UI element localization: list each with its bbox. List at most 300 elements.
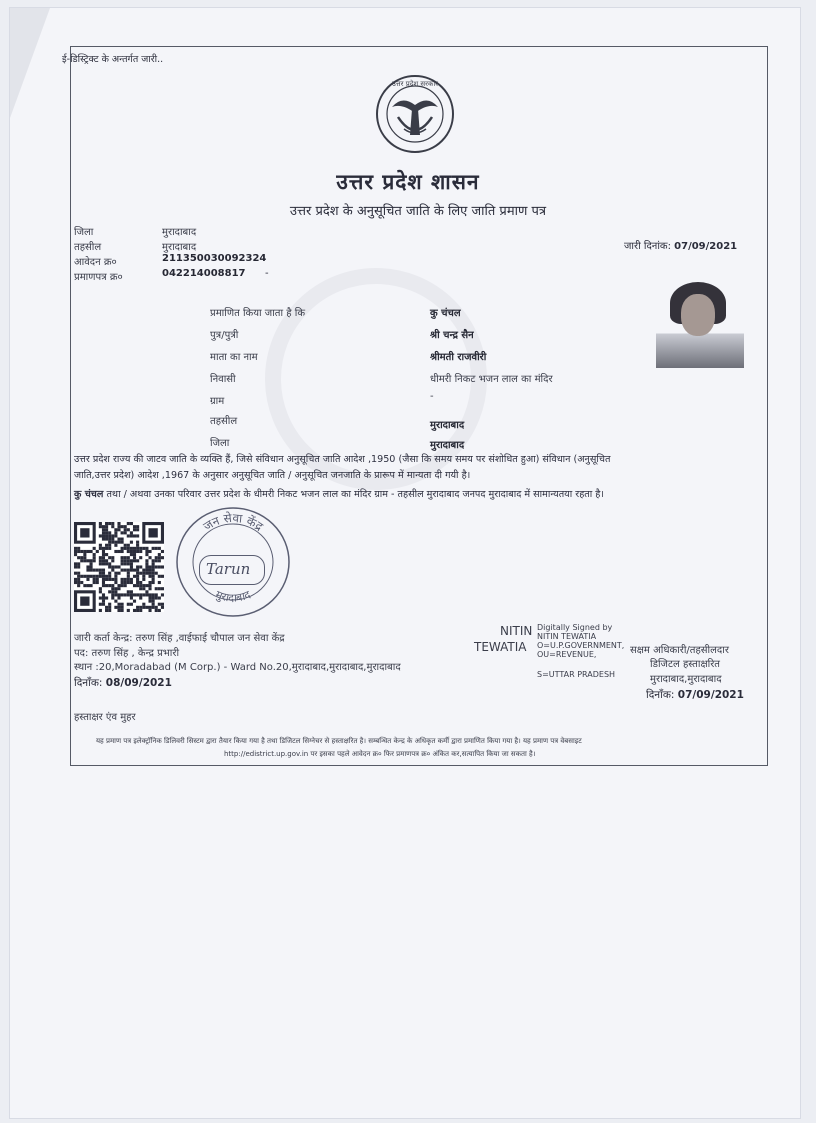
emblem-text: उत्तर प्रदेश सरकार [391, 80, 439, 88]
qr-module [121, 584, 124, 587]
qr-module [139, 572, 142, 575]
qr-module [136, 541, 139, 544]
qr-module [155, 559, 158, 562]
qr-module [152, 603, 155, 606]
qr-module [142, 606, 145, 609]
qr-module [139, 581, 142, 584]
qr-module [117, 603, 120, 606]
dsig-name-line2: TEWATIA [474, 640, 527, 654]
dsig-line: NITIN TEWATIA [537, 632, 597, 641]
qr-module [90, 575, 93, 578]
qr-module [99, 590, 102, 593]
qr-module [130, 531, 133, 534]
qr-module [158, 596, 161, 599]
qr-module [108, 534, 111, 537]
qr-module [77, 581, 80, 584]
qr-module [155, 609, 158, 612]
issue-date [624, 238, 737, 252]
qr-module [133, 569, 136, 572]
qr-module [111, 541, 114, 544]
photo-face [681, 294, 715, 336]
qr-module [139, 587, 142, 590]
qr-module [86, 565, 89, 568]
qr-module [90, 569, 93, 572]
qr-module [127, 575, 130, 578]
qr-module [152, 575, 155, 578]
qr-module [102, 559, 105, 562]
qr-module [83, 575, 86, 578]
qr-module [139, 565, 142, 568]
qr-module [80, 559, 83, 562]
qr-module [124, 525, 127, 528]
qr-module [136, 581, 139, 584]
qr-module [114, 565, 117, 568]
qr-module [139, 584, 142, 587]
qr-module [161, 565, 164, 568]
qr-module [114, 593, 117, 596]
qr-module [74, 578, 77, 581]
qr-module [127, 547, 130, 550]
qr-module [130, 522, 133, 525]
qr-module [74, 565, 77, 568]
qr-module [99, 544, 102, 547]
issuer-center: जारी कर्ता केन्द्र: तरुण सिंह ,वाईफाई चौपाल जन सेवा केंद्र [74, 633, 285, 644]
qr-module [136, 525, 139, 528]
detail-value-district: मुरादाबाद [430, 440, 465, 451]
qr-module [158, 609, 161, 612]
qr-module [74, 562, 77, 565]
qr-module [127, 562, 130, 565]
qr-module [83, 553, 86, 556]
application-value: 211350030092324 [162, 253, 267, 264]
qr-module [136, 550, 139, 553]
qr-finder [148, 528, 157, 537]
qr-module [127, 544, 130, 547]
qr-module [105, 606, 108, 609]
qr-module [108, 562, 111, 565]
qr-module [114, 541, 117, 544]
dsig-line: O=U.P.GOVERNMENT, [537, 641, 625, 650]
qr-module [139, 593, 142, 596]
qr-module [136, 578, 139, 581]
qr-module [161, 606, 164, 609]
qr-module [86, 575, 89, 578]
qr-module [158, 556, 161, 559]
qr-module [152, 569, 155, 572]
qr-module [158, 581, 161, 584]
qr-module [105, 525, 108, 528]
qr-module [111, 584, 114, 587]
qr-module [117, 522, 120, 525]
qr-module [108, 584, 111, 587]
qr-module [139, 550, 142, 553]
qr-module [114, 531, 117, 534]
qr-module [152, 600, 155, 603]
qr-module [86, 569, 89, 572]
detail-value-residence: धीमरी निकट भजन लाल का मंदिर [430, 374, 553, 385]
qr-module [108, 522, 111, 525]
qr-module [117, 550, 120, 553]
stamp-top-text: जन सेवा केंद्र [200, 510, 266, 534]
dsig-line: OU=REVENUE, [537, 650, 597, 659]
handwritten-signature: Tarun [206, 560, 251, 578]
qr-module [105, 522, 108, 525]
qr-module [142, 603, 145, 606]
qr-module [130, 541, 133, 544]
qr-module [114, 587, 117, 590]
dsig-state: S=UTTAR PRADESH [537, 670, 616, 679]
detail-value-name: कु चंचल [430, 308, 461, 319]
qr-module [148, 565, 151, 568]
qr-module [130, 593, 133, 596]
qr-module [158, 603, 161, 606]
qr-module [155, 565, 158, 568]
qr-module [133, 553, 136, 556]
qr-module [111, 522, 114, 525]
qr-module [152, 581, 155, 584]
issue-date-value: 07/09/2021 [674, 241, 738, 252]
qr-module [142, 569, 145, 572]
folded-corner [10, 8, 50, 118]
qr-module [142, 547, 145, 550]
qr-module [121, 556, 124, 559]
qr-module [114, 534, 117, 537]
qr-module [145, 606, 148, 609]
qr-module [80, 556, 83, 559]
qr-module [83, 559, 86, 562]
qr-module [102, 575, 105, 578]
qr-module [136, 565, 139, 568]
qr-module [133, 528, 136, 531]
qr-module [74, 572, 77, 575]
qr-module [105, 584, 108, 587]
qr-module [148, 606, 151, 609]
qr-module [152, 578, 155, 581]
qr-module [77, 575, 80, 578]
authority-date [646, 688, 744, 702]
qr-module [158, 559, 161, 562]
qr-module [148, 584, 151, 587]
qr-module [117, 606, 120, 609]
qr-module [130, 559, 133, 562]
qr-module [155, 593, 158, 596]
qr-module [148, 593, 151, 596]
qr-module [136, 534, 139, 537]
authority-date-label: दिनाँक: [646, 689, 675, 701]
issuer-place: स्थान :20,Moradabad (M Corp.) - Ward No.20,मुरादाबाद,मुरादाबाद,मुरादाबाद [74, 662, 401, 673]
svg-text:मुरादाबाद [214, 588, 253, 605]
qr-module [145, 559, 148, 562]
qr-module [99, 587, 102, 590]
qr-module [102, 553, 105, 556]
qr-module [133, 575, 136, 578]
qr-module [93, 553, 96, 556]
qr-finder [80, 596, 89, 605]
qr-module [105, 596, 108, 599]
qr-module [117, 538, 120, 541]
qr-module [96, 581, 99, 584]
qr-module [127, 593, 130, 596]
qr-module [121, 581, 124, 584]
stamp-bottom-text: मुरादाबाद [213, 588, 253, 605]
qr-finder [80, 528, 89, 537]
qr-module [139, 606, 142, 609]
applicant-photo [656, 282, 744, 368]
qr-module [161, 550, 164, 553]
qr-module [114, 544, 117, 547]
qr-module [108, 590, 111, 593]
qr-module [127, 550, 130, 553]
qr-module [121, 606, 124, 609]
qr-module [121, 562, 124, 565]
qr-module [111, 559, 114, 562]
qr-module [80, 575, 83, 578]
svg-text:जन सेवा केंद्र [201, 511, 266, 534]
qr-module [93, 578, 96, 581]
dsig-name-line1: NITIN [500, 624, 533, 638]
qr-module [161, 587, 164, 590]
certificate-text-line1: उत्तर प्रदेश राज्य की जाटव जाति के व्यक्ति हैं, जिसे संविधान अनुसूचित जाति आदेश ,1950 (जैसा कि समय समय पर संशोधित हुआ) संविधान (अनुसूचित [74, 454, 611, 465]
dsig-details [537, 623, 624, 659]
qr-module [114, 581, 117, 584]
qr-module [102, 562, 105, 565]
qr-module [105, 578, 108, 581]
qr-module [108, 538, 111, 541]
application-label: आवेदन क्र० [74, 257, 117, 268]
qr-module [148, 609, 151, 612]
qr-module [152, 572, 155, 575]
qr-module [117, 587, 120, 590]
qr-module [121, 603, 124, 606]
qr-module [124, 581, 127, 584]
qr-module [77, 562, 80, 565]
qr-module [99, 562, 102, 565]
district-label: जिला [74, 227, 94, 238]
qr-module [145, 569, 148, 572]
qr-module [158, 553, 161, 556]
qr-module [142, 587, 145, 590]
qr-module [161, 603, 164, 606]
qr-module [90, 550, 93, 553]
detail-value-father: श्री चन्द्र सैन [430, 330, 474, 341]
qr-module [99, 609, 102, 612]
qr-module [121, 578, 124, 581]
qr-module [124, 531, 127, 534]
certificate-label: प्रमाणपत्र क्र० [74, 272, 123, 283]
qr-module [111, 578, 114, 581]
qr-module [117, 541, 120, 544]
qr-module [124, 578, 127, 581]
qr-module [77, 584, 80, 587]
qr-module [130, 547, 133, 550]
qr-module [148, 596, 151, 599]
qr-module [145, 562, 148, 565]
qr-module [102, 534, 105, 537]
qr-module [117, 584, 120, 587]
qr-module [117, 593, 120, 596]
qr-module [90, 584, 93, 587]
qr-module [136, 609, 139, 612]
qr-module [133, 534, 136, 537]
qr-module [105, 528, 108, 531]
detail-value-mother: श्रीमती राजवीरी [430, 352, 487, 363]
qr-module [105, 609, 108, 612]
qr-module [148, 556, 151, 559]
qr-module [102, 556, 105, 559]
qr-module [77, 547, 80, 550]
qr-module [74, 550, 77, 553]
qr-module [93, 575, 96, 578]
qr-module [136, 572, 139, 575]
qr-module [108, 544, 111, 547]
qr-module [145, 565, 148, 568]
qr-module [77, 550, 80, 553]
qr-module [102, 600, 105, 603]
qr-module [142, 578, 145, 581]
qr-module [127, 522, 130, 525]
qr-module [93, 547, 96, 550]
qr-module [105, 544, 108, 547]
qr-module [124, 559, 127, 562]
qr-module [102, 528, 105, 531]
qr-module [102, 538, 105, 541]
qr-module [102, 525, 105, 528]
detail-value-village: - [430, 391, 434, 402]
qr-module [83, 584, 86, 587]
qr-module [139, 547, 142, 550]
qr-module [105, 538, 108, 541]
detail-label: तहसील [210, 416, 238, 427]
qr-module [117, 596, 120, 599]
issue-date-label: जारी दिनांक: [624, 241, 671, 252]
qr-module [77, 572, 80, 575]
detail-label: प्रमाणित किया जाता है कि [210, 308, 306, 319]
detail-label: जिला [210, 438, 230, 449]
qr-module [155, 606, 158, 609]
qr-module [99, 572, 102, 575]
qr-module [108, 531, 111, 534]
qr-module [96, 550, 99, 553]
qr-module [99, 522, 102, 525]
qr-module [121, 569, 124, 572]
qr-module [124, 593, 127, 596]
qr-module [133, 600, 136, 603]
qr-module [145, 553, 148, 556]
authority-sign-label: डिजिटल हस्ताक्षरित [650, 659, 720, 670]
qr-module [130, 565, 133, 568]
qr-module [96, 569, 99, 572]
qr-module [161, 593, 164, 596]
qr-module [136, 559, 139, 562]
qr-module [90, 559, 93, 562]
qr-module [114, 606, 117, 609]
qr-module [102, 547, 105, 550]
detail-label: माता का नाम [210, 352, 258, 363]
qr-module [121, 531, 124, 534]
qr-module [136, 544, 139, 547]
qr-module [99, 534, 102, 537]
sign-seal-label: हस्ताक्षर एंव मुहर [74, 712, 136, 723]
qr-module [145, 590, 148, 593]
qr-module [108, 572, 111, 575]
qr-module [158, 547, 161, 550]
issuer-date [74, 676, 172, 690]
qr-module [93, 559, 96, 562]
qr-module [148, 572, 151, 575]
issuer-date-label: दिनाँक: [74, 677, 103, 689]
qr-module [114, 528, 117, 531]
qr-module [111, 525, 114, 528]
qr-module [121, 538, 124, 541]
qr-module [93, 556, 96, 559]
certificate-value: 042214008817 [162, 268, 246, 279]
qr-module [105, 562, 108, 565]
qr-module [130, 578, 133, 581]
qr-module [99, 556, 102, 559]
qr-module [102, 531, 105, 534]
qr-module [108, 603, 111, 606]
qr-module [105, 575, 108, 578]
qr-module [130, 534, 133, 537]
qr-module [130, 603, 133, 606]
qr-module [111, 565, 114, 568]
qr-module [133, 547, 136, 550]
qr-module [152, 596, 155, 599]
certificate-text-rest: तथा / अथवा उनका परिवार उत्तर प्रदेश के धीमरी निकट भजन लाल का मंदिर ग्राम - तहसील मुरादाबाद जनपद मुरादाबाद में सामान्यतया रहता है। [106, 489, 605, 500]
qr-module [130, 581, 133, 584]
qr-module [108, 547, 111, 550]
qr-module [111, 534, 114, 537]
qr-code [74, 522, 164, 612]
qr-module [133, 556, 136, 559]
qr-module [124, 584, 127, 587]
qr-module [117, 565, 120, 568]
qr-module [133, 559, 136, 562]
qr-module [86, 550, 89, 553]
detail-label: निवासी [210, 374, 236, 385]
qr-module [148, 581, 151, 584]
qr-module [99, 547, 102, 550]
qr-module [105, 559, 108, 562]
qr-module [136, 547, 139, 550]
qr-module [99, 575, 102, 578]
qr-module [145, 584, 148, 587]
qr-module [111, 587, 114, 590]
qr-module [148, 587, 151, 590]
qr-module [127, 569, 130, 572]
qr-module [99, 569, 102, 572]
qr-module [136, 569, 139, 572]
qr-module [77, 565, 80, 568]
dsig-line: Digitally Signed by [537, 623, 613, 632]
qr-module [111, 569, 114, 572]
qr-module [86, 584, 89, 587]
qr-module [139, 596, 142, 599]
district-value: मुरादाबाद [162, 227, 197, 238]
qr-module [121, 559, 124, 562]
qr-module [102, 596, 105, 599]
qr-module [117, 572, 120, 575]
qr-module [136, 528, 139, 531]
qr-module [136, 593, 139, 596]
qr-module [102, 584, 105, 587]
qr-module [155, 587, 158, 590]
qr-module [148, 550, 151, 553]
qr-module [111, 590, 114, 593]
qr-module [77, 556, 80, 559]
qr-module [158, 575, 161, 578]
qr-module [139, 609, 142, 612]
